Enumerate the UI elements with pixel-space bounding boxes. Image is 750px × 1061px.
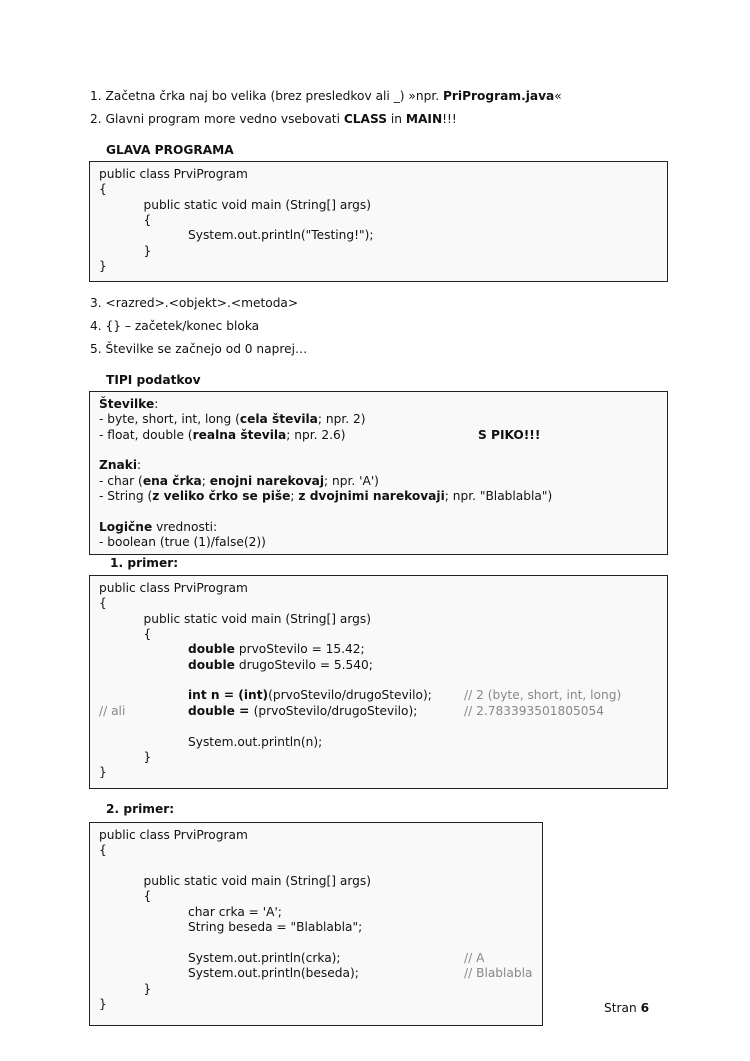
text-segment: drugoStevilo = 5.540; bbox=[234, 657, 373, 672]
list-number: 3. bbox=[90, 296, 102, 310]
page-label: Stran bbox=[604, 1001, 637, 1015]
text-segment: Glavni program more vedno vsebovati bbox=[101, 112, 344, 126]
list-number: 2. bbox=[90, 112, 102, 126]
text-segment: ; npr. 2.6) bbox=[286, 427, 346, 442]
code-line bbox=[99, 951, 542, 966]
code-line bbox=[99, 735, 667, 750]
text-segment: { bbox=[99, 843, 107, 858]
text-segment: { bbox=[99, 596, 107, 611]
section-heading-tipi: TIPI podatkov bbox=[106, 373, 201, 387]
code-line bbox=[99, 765, 667, 780]
text-segment: } bbox=[143, 243, 152, 258]
text-segment: vrednosti: bbox=[152, 519, 218, 534]
text-segment: {} – začetek/konec bloka bbox=[101, 319, 260, 333]
code-line bbox=[99, 642, 667, 657]
code-line bbox=[99, 397, 667, 412]
text-segment: } bbox=[143, 981, 152, 996]
code-text bbox=[188, 905, 282, 920]
text-segment: { bbox=[99, 182, 107, 197]
code-line bbox=[99, 889, 542, 904]
code-text bbox=[99, 489, 552, 504]
bold-text: z veliko črko se piše bbox=[152, 489, 291, 504]
text-segment: - String ( bbox=[99, 489, 153, 504]
code-line bbox=[99, 828, 542, 843]
code-text bbox=[99, 167, 248, 182]
list-number: 5. bbox=[90, 342, 102, 356]
code-text bbox=[99, 997, 107, 1012]
code-line bbox=[99, 458, 667, 473]
code-line bbox=[99, 428, 667, 443]
bold-text: realna števila bbox=[192, 427, 287, 442]
bold-text: double = bbox=[188, 703, 254, 718]
text-segment: in bbox=[386, 112, 406, 126]
text-segment: public class PrviProgram bbox=[99, 828, 248, 842]
code-text bbox=[144, 982, 152, 997]
code-block-primer1 bbox=[89, 575, 668, 789]
code-line bbox=[99, 474, 667, 489]
code-text bbox=[188, 704, 417, 719]
list-item-1 bbox=[90, 89, 562, 103]
list-item-2 bbox=[90, 112, 457, 126]
text-segment: char crka = 'A'; bbox=[188, 904, 282, 919]
list-number: 4. bbox=[90, 319, 102, 333]
text-segment: { bbox=[143, 889, 152, 904]
text-segment: } bbox=[99, 259, 107, 274]
code-line bbox=[99, 982, 542, 997]
code-text bbox=[99, 581, 248, 596]
code-line bbox=[99, 489, 667, 504]
code-line bbox=[99, 658, 667, 673]
code-text bbox=[99, 182, 107, 197]
code-line bbox=[99, 750, 667, 765]
code-text bbox=[188, 228, 373, 243]
bold-text: enojni narekovaj bbox=[209, 473, 325, 488]
code-line bbox=[99, 596, 667, 611]
code-line bbox=[99, 997, 542, 1012]
code-block-primer2 bbox=[89, 822, 543, 1026]
section-heading-glava: GLAVA PROGRAMA bbox=[106, 143, 234, 157]
text-segment: - byte, short, int, long ( bbox=[99, 412, 240, 427]
code-text bbox=[99, 412, 366, 427]
text-segment: { bbox=[143, 627, 152, 642]
bold-text: Številke bbox=[99, 397, 155, 411]
code-text bbox=[99, 828, 248, 843]
bold-text: int n = (int) bbox=[188, 688, 269, 703]
code-text bbox=[188, 951, 341, 966]
text-segment: public class PrviProgram bbox=[99, 167, 248, 181]
code-text bbox=[144, 213, 152, 228]
code-comment: // 2.783393501805054 bbox=[464, 703, 605, 718]
code-text bbox=[99, 428, 346, 443]
text-segment: : bbox=[154, 397, 159, 411]
code-text bbox=[144, 198, 372, 213]
code-text bbox=[99, 843, 107, 858]
code-comment: // ali bbox=[99, 703, 126, 718]
data-types-box bbox=[89, 391, 668, 555]
text-segment: ; bbox=[201, 473, 210, 488]
code-text bbox=[99, 458, 141, 473]
code-text bbox=[144, 874, 372, 889]
bold-text: MAIN bbox=[405, 112, 443, 126]
text-segment: System.out.println("Testing!"); bbox=[188, 228, 374, 243]
code-line bbox=[99, 412, 667, 427]
code-line bbox=[99, 228, 667, 243]
bold-text: z dvojnimi narekovaji bbox=[298, 489, 445, 504]
code-text bbox=[99, 765, 107, 780]
text-segment: } bbox=[99, 996, 107, 1011]
code-line bbox=[99, 535, 667, 550]
text-segment: String beseda = "Blablabla"; bbox=[188, 920, 363, 935]
bold-text: double bbox=[188, 657, 235, 672]
bold-text: PriProgram.java bbox=[442, 89, 555, 103]
code-text bbox=[144, 750, 152, 765]
code-line bbox=[99, 259, 667, 274]
text-segment: !!! bbox=[442, 112, 457, 126]
text-segment: ; npr. "Blablabla") bbox=[444, 489, 553, 504]
code-line bbox=[99, 905, 542, 920]
bold-text: Logične bbox=[99, 519, 153, 534]
code-text bbox=[144, 889, 152, 904]
code-line bbox=[99, 966, 542, 981]
text-segment: System.out.println(n); bbox=[188, 734, 323, 749]
text-segment: prvoStevilo = 15.42; bbox=[234, 642, 365, 657]
bold-text: ena črka bbox=[142, 473, 202, 488]
text-segment: System.out.println(beseda); bbox=[188, 966, 359, 981]
text-segment: Začetna črka naj bo velika (brez presledkov ali _) »npr. bbox=[101, 89, 443, 103]
code-text bbox=[99, 259, 107, 274]
text-segment: } bbox=[99, 765, 107, 780]
code-line bbox=[99, 167, 667, 182]
code-text bbox=[99, 474, 379, 489]
code-comment: // 2 (byte, short, int, long) bbox=[464, 688, 622, 703]
code-text bbox=[99, 520, 217, 535]
code-line bbox=[99, 182, 667, 197]
text-segment: public static void main (String[] args) bbox=[143, 874, 371, 889]
bold-text: double bbox=[188, 642, 235, 657]
code-line bbox=[99, 627, 667, 642]
page-number: 6 bbox=[640, 1001, 650, 1015]
code-text bbox=[144, 612, 372, 627]
bold-text: cela števila bbox=[239, 412, 318, 427]
text-segment: System.out.println(crka); bbox=[188, 950, 341, 965]
text-segment: « bbox=[554, 89, 562, 103]
text-segment: public class PrviProgram bbox=[99, 581, 248, 595]
text-segment: } bbox=[143, 749, 152, 764]
section-heading-primer1: 1. primer: bbox=[110, 556, 179, 570]
page-footer bbox=[604, 1001, 649, 1015]
code-line bbox=[99, 874, 542, 889]
code-text bbox=[188, 642, 365, 657]
code-line bbox=[99, 612, 667, 627]
code-line bbox=[99, 198, 667, 213]
code-text bbox=[99, 535, 266, 550]
list-item-4 bbox=[90, 319, 259, 333]
code-line bbox=[99, 213, 667, 228]
code-line bbox=[99, 688, 667, 703]
code-comment: // Blablabla bbox=[464, 966, 533, 981]
bold-text: CLASS bbox=[343, 112, 387, 126]
code-line bbox=[99, 244, 667, 259]
text-segment: - boolean (true (1)/false(2)) bbox=[99, 535, 266, 550]
code-line bbox=[99, 520, 667, 535]
emphasis-note: S PIKO!!! bbox=[478, 427, 541, 442]
list-item-5 bbox=[90, 342, 307, 356]
text-segment: : bbox=[137, 458, 142, 473]
text-segment: <razred>.<objekt>.<metoda> bbox=[101, 296, 299, 310]
text-segment: ; npr. 'A') bbox=[324, 473, 379, 488]
code-text bbox=[188, 735, 322, 750]
code-text bbox=[188, 966, 359, 981]
text-segment: ; npr. 2) bbox=[317, 412, 366, 427]
code-line bbox=[99, 920, 542, 935]
text-segment: public static void main (String[] args) bbox=[143, 611, 371, 626]
code-text bbox=[99, 397, 158, 412]
code-text bbox=[144, 627, 152, 642]
code-comment: // A bbox=[464, 950, 485, 965]
text-segment: - float, double ( bbox=[99, 427, 193, 442]
text-segment: ; bbox=[290, 489, 299, 504]
text-segment: (prvoStevilo/drugoStevilo); bbox=[253, 703, 418, 718]
code-line bbox=[99, 704, 667, 719]
code-text bbox=[188, 688, 432, 703]
code-text bbox=[188, 658, 373, 673]
text-segment: public static void main (String[] args) bbox=[143, 197, 371, 212]
text-segment: - char ( bbox=[99, 473, 143, 488]
code-block-glava bbox=[89, 161, 668, 282]
text-segment: { bbox=[143, 213, 152, 228]
code-text bbox=[188, 920, 362, 935]
list-item-3 bbox=[90, 296, 298, 310]
code-text bbox=[99, 596, 107, 611]
text-segment: Številke se začnejo od 0 naprej… bbox=[101, 342, 308, 356]
section-heading-primer2: 2. primer: bbox=[106, 802, 175, 816]
bold-text: Znaki bbox=[99, 458, 138, 473]
text-segment: (prvoStevilo/drugoStevilo); bbox=[268, 688, 432, 703]
code-line bbox=[99, 581, 667, 596]
list-number: 1. bbox=[90, 89, 102, 103]
code-text bbox=[144, 244, 152, 259]
code-line bbox=[99, 843, 542, 858]
